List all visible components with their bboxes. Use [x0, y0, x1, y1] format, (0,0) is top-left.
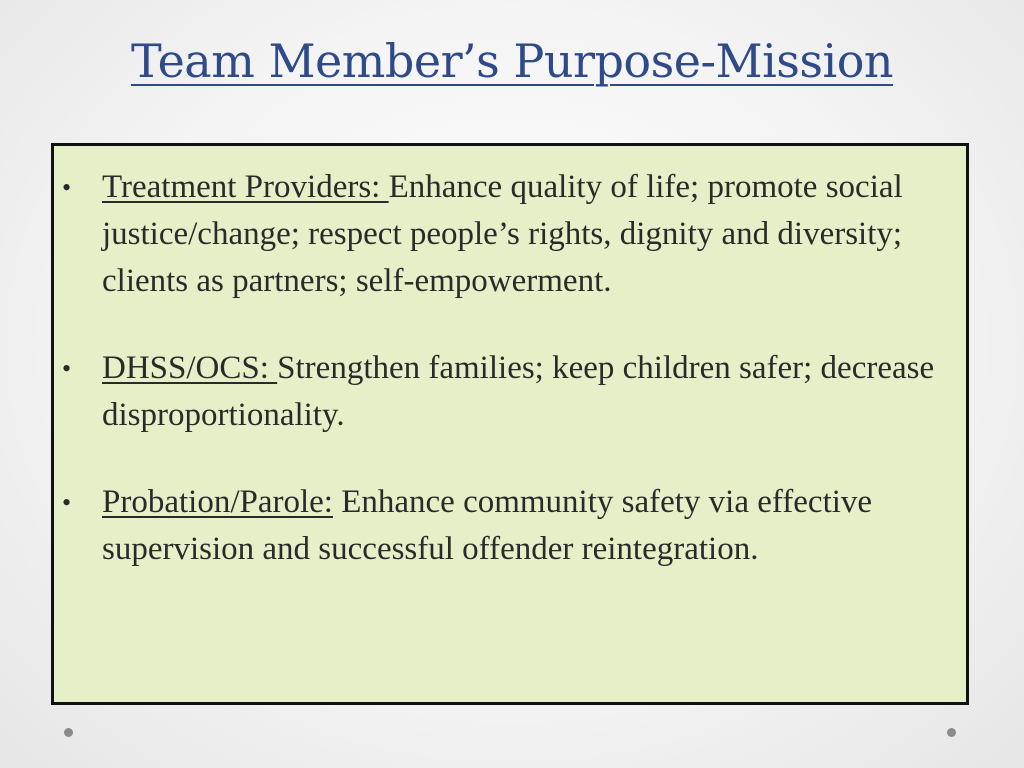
bullet-label: DHSS/OCS: — [102, 350, 278, 386]
slide-title: Team Member’s Purpose-Mission — [130, 34, 894, 88]
bullet-text: Enhance quality of life; promote social justice/change; respect people’s rights, dignity and diversity; clients as partners; self-empowerment. — [102, 169, 903, 299]
bullet-label: Probation/Parole: — [102, 484, 333, 520]
content-box — [51, 143, 969, 705]
corner-dot-right-icon — [947, 728, 956, 737]
bullet-treatment-providers — [102, 164, 946, 305]
corner-dot-left-icon — [64, 728, 73, 737]
bullet-dhss-ocs — [102, 345, 946, 439]
bullet-text: Strengthen families; keep children safer; decrease disproportionality. — [102, 350, 935, 433]
bullet-list — [102, 164, 946, 573]
bullet-probation-parole — [102, 479, 946, 573]
bullet-label: Treatment Providers: — [102, 169, 389, 205]
bullet-text: Enhance community safety via effective supervision and successful offender reintegration. — [102, 484, 873, 567]
